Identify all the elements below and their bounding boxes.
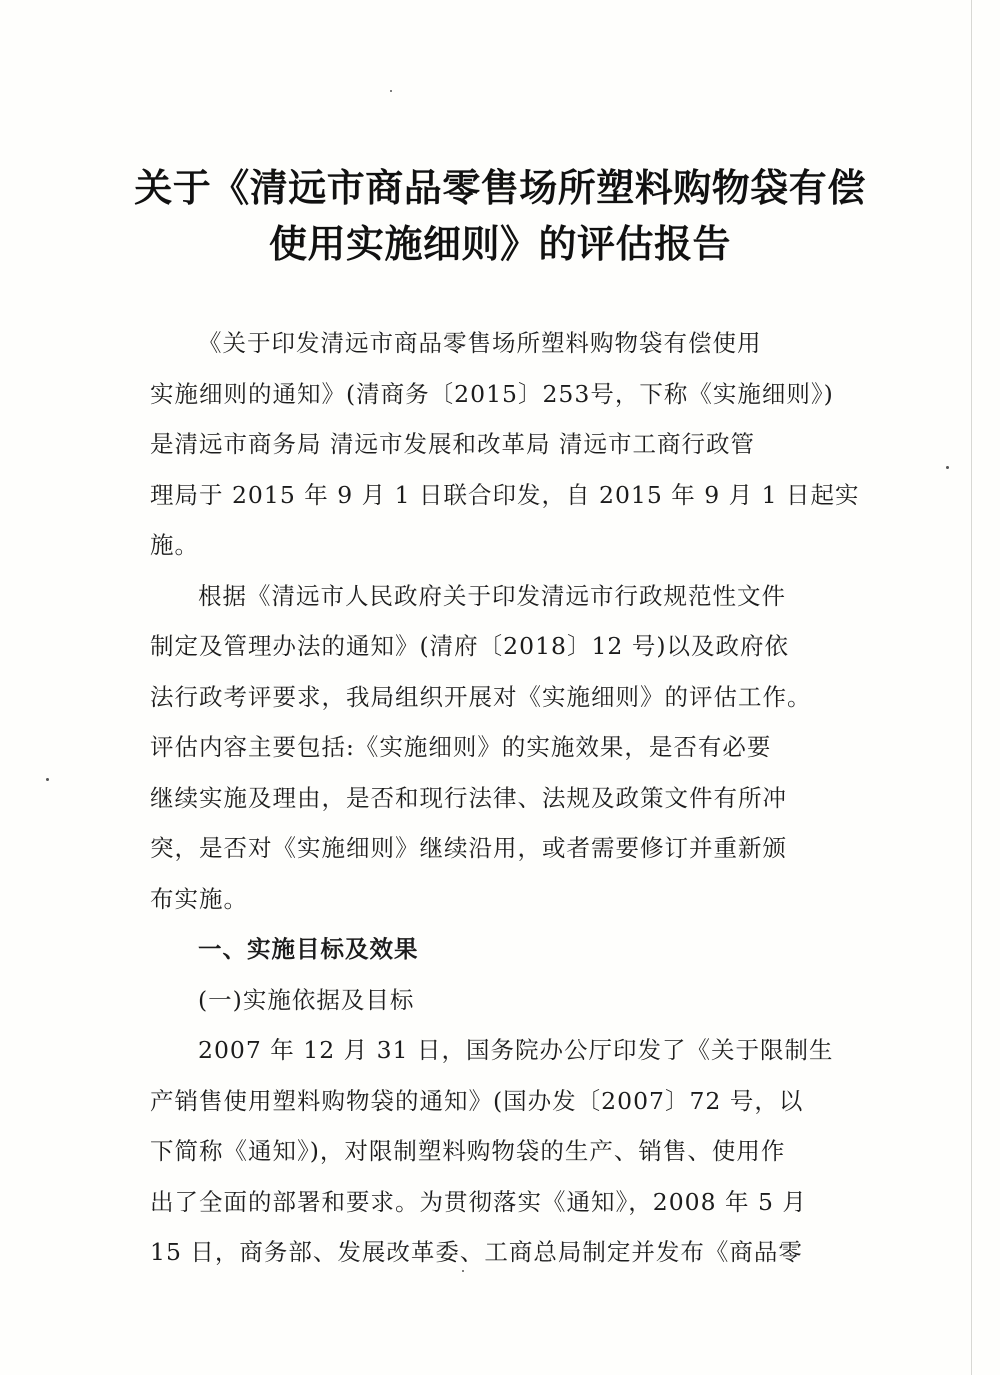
scan-speck	[46, 778, 49, 781]
paragraph-3-line-2: 产销售使用塑料购物袋的通知》(国办发〔2007〕72 号，以	[150, 1086, 804, 1115]
paragraph-2-line-5: 继续实施及理由，是否和现行法律、法规及政策文件有所冲	[150, 783, 787, 812]
document-title	[120, 160, 880, 272]
scan-speck	[462, 1270, 464, 1272]
paragraph-2-line-3: 法行政考评要求，我局组织开展对《实施细则》的评估工作。	[150, 682, 812, 711]
paragraph-3-line-4: 出了全面的部署和要求。为贯彻落实《通知》，2008 年 5 月	[150, 1187, 807, 1216]
section-heading-2: (一)实施依据及目标	[198, 985, 415, 1014]
scan-speck	[390, 90, 392, 92]
paragraph-1-line-5: 施。	[150, 531, 199, 559]
paragraph-3-line-3: 下简称《通知》)，对限制塑料购物袋的生产、销售、使用作	[150, 1137, 786, 1165]
scan-edge-line	[971, 0, 972, 1375]
title-line-2: 使用实施细则》的评估报告	[268, 222, 731, 266]
title-line-1: 关于《清远市商品零售场所塑料购物袋有偿	[134, 166, 866, 210]
paragraph-2-line-7: 布实施。	[150, 884, 248, 913]
paragraph-2-line-6: 突，是否对《实施细则》继续沿用，或者需要修订并重新颁	[150, 834, 787, 862]
paragraph-3-line-5: 15 日，商务部、发展改革委、工商总局制定并发布《商品零	[150, 1238, 803, 1266]
paragraph-1-line-4: 理局于 2015 年 9 月 1 日联合印发，自 2015 年 9 月 1 日起实	[150, 480, 860, 509]
paragraph-1-line-3: 是清远市商务局 清远市发展和改革局 清远市工商行政管	[150, 430, 755, 458]
section-heading-1: 一、实施目标及效果	[198, 935, 419, 963]
paragraph-2-line-2: 制定及管理办法的通知》(清府〔2018〕12 号)以及政府依	[150, 632, 790, 660]
paragraph-1-line-1: 《关于印发清远市商品零售场所塑料购物袋有偿使用	[198, 329, 762, 357]
paragraph-2-line-1: 根据《清远市人民政府关于印发清远市行政规范性文件	[198, 581, 786, 610]
paragraph-3-line-1: 2007 年 12 月 31 日，国务院办公厅印发了《关于限制生	[198, 1036, 834, 1064]
paragraph-2-line-4: 评估内容主要包括:《实施细则》的实施效果，是否有必要	[150, 733, 772, 761]
scan-speck	[946, 466, 949, 469]
paragraph-1-line-2: 实施细则的通知》(清商务〔2015〕253号，下称《实施细则》)	[150, 379, 834, 408]
document-body	[150, 318, 860, 1278]
